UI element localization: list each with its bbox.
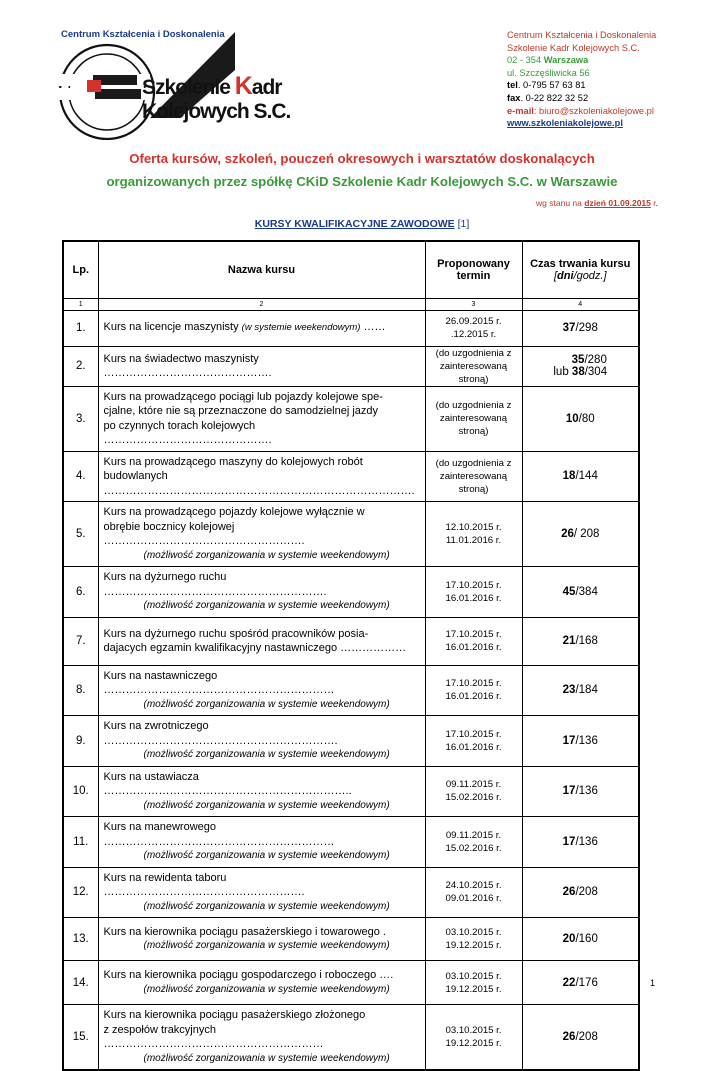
- course-duration: 20/160: [522, 918, 639, 961]
- weekend-note: (możliwość zorganizowania w systemie weekendowym): [143, 900, 390, 912]
- course-duration: 17/136: [522, 817, 639, 868]
- course-duration: 26/208: [522, 1005, 639, 1071]
- header-term: Proponowany termin: [425, 241, 522, 298]
- contact-block: [507, 29, 656, 130]
- section-heading: KURSY KWALIFIKACYJNE ZAWODOWE [1]: [254, 218, 470, 230]
- weekend-note: (możliwość zorganizowania w systemie weekendowym): [143, 983, 390, 995]
- course-term: 17.10.2015 r. 16.01.2016 r.: [425, 716, 522, 767]
- header-lp: Lp.: [63, 241, 98, 298]
- course-duration: 35/280 lub 38/304: [522, 346, 639, 386]
- course-duration: 18/144: [522, 451, 639, 502]
- course-name: Kurs na nastawniczego ……………………………………………………… (możliwość zorganizowania w systemie weekendowym): [98, 665, 425, 716]
- row-number: 8.: [63, 665, 98, 716]
- weekend-note: (możliwość zorganizowania w systemie weekendowym): [143, 940, 390, 951]
- table-row: [63, 386, 639, 451]
- row-number: 12.: [63, 867, 98, 918]
- table-row: [63, 716, 639, 767]
- page-number: 1: [649, 978, 655, 988]
- row-number: 5.: [63, 502, 98, 567]
- logo-line-1: Szkolenie Kadr: [142, 72, 282, 100]
- contact-fax: fax. 0-22 822 32 52: [507, 92, 589, 103]
- table-row: [63, 502, 639, 567]
- weekend-note: (możliwość zorganizowania w systemie weekendowym): [143, 799, 390, 811]
- contact-www-link[interactable]: www.szkoleniakolejowe.pl: [507, 118, 623, 129]
- course-name: Kurs na ustawiacza ………………………………………………………….. (możliwość zorganizowania w systemie weekendowym): [98, 766, 425, 817]
- course-term: 09.11.2015 r. 15.02.2016 r.: [425, 817, 522, 868]
- row-number: 4.: [63, 451, 98, 502]
- table-row: [63, 867, 639, 918]
- table-row: [63, 310, 639, 346]
- row-number: 7.: [63, 617, 98, 665]
- contact-line2: Szkolenie Kadr Kolejowych S.C.: [507, 42, 640, 53]
- row-number: 2.: [63, 346, 98, 386]
- table-row: [63, 1005, 639, 1071]
- course-duration: 23/184: [522, 665, 639, 716]
- header-course-name: Nazwa kursu: [98, 241, 425, 298]
- row-number: 11.: [63, 817, 98, 868]
- course-duration: 17/136: [522, 766, 639, 817]
- course-term: (do uzgodnienia z zainteresowaną stroną): [425, 386, 522, 451]
- course-duration: 21/168: [522, 617, 639, 665]
- course-name: Kurs na licencje maszynisty (w systemie weekendowym) ……: [98, 310, 425, 346]
- offer-title-line1: Oferta kursów, szkoleń, pouczeń okresowych i warsztatów doskonalących: [129, 151, 595, 166]
- course-name: Kurs na prowadzącego pojazdy kolejowe wyłącznie w obrębie bocznicy kolejowej ………………………………………………. (możliwość zorganizowania w systemie weekendowym): [98, 502, 425, 567]
- contact-email[interactable]: e-mail: biuro@szkoleniakolejowe.pl: [507, 105, 654, 116]
- course-name: Kurs na zwrotniczego ………………………………………………………. (możliwość zorganizowania w systemie weekendowym): [98, 716, 425, 767]
- course-name: Kurs na dyżurnego ruchu spośród pracowników posia- dajacych egzamin kwalifikacyjny nastawniczego ………………: [98, 617, 425, 665]
- contact-street: ul. Szczęśliwicka 56: [507, 67, 590, 78]
- table-row: [63, 766, 639, 817]
- course-duration: 37/298: [522, 310, 639, 346]
- contact-address-city: 02 - 354 Warszawa: [507, 55, 589, 66]
- row-number: 10.: [63, 766, 98, 817]
- course-term: 17.10.2015 r. 16.01.2016 r.: [425, 567, 522, 618]
- course-duration: 10/80: [522, 386, 639, 451]
- row-number: 9.: [63, 716, 98, 767]
- course-term: (do uzgodnienia z zainteresowaną stroną): [425, 451, 522, 502]
- contact-tel: tel. 0-795 57 63 81: [507, 80, 586, 91]
- course-name: Kurs na manewrowego ……………………………………………………… (możliwość zorganizowania w systemie weekendowym): [98, 817, 425, 868]
- row-number: 6.: [63, 567, 98, 618]
- course-duration: 22/176: [522, 961, 639, 1005]
- course-term: 09.11.2015 r. 15.02.2016 r.: [425, 766, 522, 817]
- course-name: Kurs na kierownika pociągu pasażerskiego i towarowego . (możliwość zorganizowania w systemie weekendowym): [98, 918, 425, 961]
- course-term: (do uzgodnienia z zainteresowaną stroną): [425, 346, 522, 386]
- course-duration: 26/ 208: [522, 502, 639, 567]
- course-duration: 45/384: [522, 567, 639, 618]
- table-row: [63, 665, 639, 716]
- table-index-row: 1 2 3 4: [63, 298, 639, 310]
- row-number: 3.: [63, 386, 98, 451]
- table-row: [63, 567, 639, 618]
- contact-line1: Centrum Kształcenia i Doskonalenia: [507, 30, 657, 40]
- table-row: [63, 817, 639, 868]
- header-duration: Czas trwania kursu [dni/godz.]: [522, 241, 639, 298]
- weekend-note: (możliwość zorganizowania w systemie weekendowym): [143, 749, 390, 760]
- logo-line-2: Kolejowych S.C.: [142, 100, 291, 123]
- course-name: Kurs na kierownika pociągu pasażerskiego złożonego z zespołów trakcyjnych …………………………………………………… (możliwość zorganizowania w systemie weekendowym): [98, 1005, 425, 1071]
- course-term: 03.10.2015 r. 19.12.2015 r.: [425, 1005, 522, 1071]
- course-name: Kurs na rewidenta taboru ………………………………………………. (możliwość zorganizowania w systemie weekendowym): [98, 867, 425, 918]
- course-duration: 26/208: [522, 867, 639, 918]
- offer-title-line2: organizowanych przez spółkę CKiD Szkolenie Kadr Kolejowych S.C. w Warszawie: [106, 174, 618, 189]
- weekend-note: (możliwość zorganizowania w systemie weekendowym): [143, 549, 390, 561]
- logo-top-text: Centrum Kształcenia i Doskonalenia: [61, 29, 225, 40]
- table-row: [63, 451, 639, 502]
- course-term: 24.10.2015 r. 09.01.2016 r.: [425, 867, 522, 918]
- course-term: 26.09.2015 r. .12.2015 r.: [425, 310, 522, 346]
- table-row: [63, 918, 639, 961]
- table-row: [63, 346, 639, 386]
- course-name: Kurs na prowadzącego pociągi lub pojazdy kolejowe spe- cjalne, które nie są przeznaczone do samodzielnej jazdy po czynnych torach kolejowych ……………………………………….: [98, 386, 425, 451]
- table-header-row: [63, 241, 639, 298]
- weekend-note: (możliwość zorganizowania w systemie weekendowym): [143, 1052, 390, 1064]
- weekend-note: (możliwość zorganizowania w systemie weekendowym): [143, 600, 390, 611]
- course-name: Kurs na świadectwo maszynisty ……………………………………….: [98, 346, 425, 386]
- weekend-note: (możliwość zorganizowania w systemie weekendowym): [143, 850, 390, 861]
- course-term: 03.10.2015 r. 19.12.2015 r.: [425, 961, 522, 1005]
- course-name: Kurs na prowadzącego maszyny do kolejowych robót budowlanych ………………………………………………………………………….: [98, 451, 425, 502]
- course-term: 12.10.2015 r. 11.01.2016 r.: [425, 502, 522, 567]
- row-number: 1.: [63, 310, 98, 346]
- row-number: 13.: [63, 918, 98, 961]
- table-row: [63, 617, 639, 665]
- course-term: 17.10.2015 r. 16.01.2016 r.: [425, 665, 522, 716]
- courses-table: [62, 240, 640, 1071]
- row-number: 15.: [63, 1005, 98, 1071]
- course-name: Kurs na dyżurnego ruchu ……………………………………………………. (możliwość zorganizowania w systemie weekendowym): [98, 567, 425, 618]
- course-term: 03.10.2015 r. 19.12.2015 r.: [425, 918, 522, 961]
- course-name: Kurs na kierownika pociągu gospodarczego i roboczego …. (możliwość zorganizowania w systemie weekendowym): [98, 961, 425, 1005]
- status-date: wg stanu na dzień 01.09.2015 r.: [536, 198, 658, 208]
- row-number: 14.: [63, 961, 98, 1005]
- weekend-note: (możliwość zorganizowania w systemie weekendowym): [143, 698, 390, 710]
- course-term: 17.10.2015 r. 16.01.2016 r.: [425, 617, 522, 665]
- table-row: [63, 961, 639, 1005]
- course-duration: 17/136: [522, 716, 639, 767]
